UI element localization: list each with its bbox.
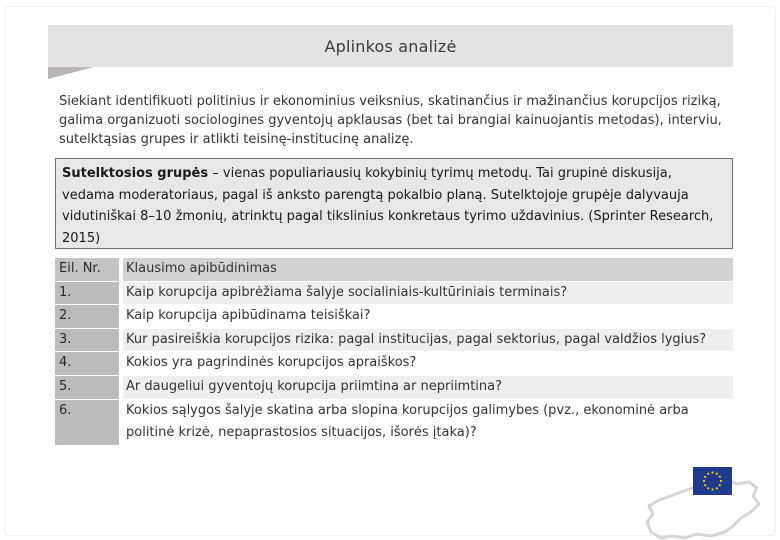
definition-text: – vienas populiariausių kokybinių tyrimų metodų. Tai grupinė diskusija, vedama moderatoriaus, pagal iš anksto parengtą pokalbio planą. Sutelktojoje grupėje dalyvauja vidutiniškai 8–10 žmonių, atrinktų pagal tikslinius konkretaus tyrimo uždavinius. (Sprinter Research, 2015) <box>62 166 714 246</box>
eu-flag-icon <box>693 467 732 495</box>
table-row <box>55 352 733 376</box>
row-text: Kokios sąlygos šalyje skatina arba slopina korupcijos galimybes (pvz., ekonominė arba politinė krizė, nepaprastosios situacijos, išorės įtaka)? <box>123 399 733 445</box>
table-row <box>55 375 733 399</box>
table-row <box>55 328 733 352</box>
row-number: 4. <box>55 352 119 376</box>
row-number: 3. <box>55 328 119 352</box>
definition-term: Sutelktosios grupės <box>62 166 209 181</box>
title-tab-decoration <box>48 67 94 79</box>
table-row <box>55 281 733 305</box>
table-row <box>55 399 733 445</box>
row-text: Kaip korupcija apibrėžiama šalyje socialiniais-kultūriniais terminais? <box>123 281 733 305</box>
row-text: Kokios yra pagrindinės korupcijos apraiškos? <box>123 352 733 376</box>
title-bar <box>48 25 733 67</box>
table-header-row <box>55 258 733 281</box>
header-number: Eil. Nr. <box>55 258 119 281</box>
table-row <box>55 305 733 329</box>
definition-box <box>55 158 733 249</box>
page-title: Aplinkos analizė <box>324 36 457 56</box>
row-number: 5. <box>55 375 119 399</box>
row-number: 1. <box>55 281 119 305</box>
questions-table <box>55 258 733 446</box>
header-description: Klausimo apibūdinimas <box>123 258 733 281</box>
row-text: Ar daugeliui gyventojų korupcija priimtina ar nepriimtina? <box>123 375 733 399</box>
row-number: 6. <box>55 399 119 445</box>
intro-paragraph: Siekiant identifikuoti politinius ir ekonominius veiksnius, skatinančius ir mažinančius korupcijos riziką, galima organizuoti sociologines gyventojų apklausas (bet tai brangiai kainuojantis metodas), interviu, sutelktąsias grupes ir atlikti teisinę-institucinę analizę. <box>59 94 722 147</box>
row-text: Kur pasireiškia korupcijos rizika: pagal institucijas, pagal sektorius, pagal valdžios lygius? <box>123 328 733 352</box>
row-text: Kaip korupcija apibūdinama teisiškai? <box>123 305 733 329</box>
row-number: 2. <box>55 305 119 329</box>
